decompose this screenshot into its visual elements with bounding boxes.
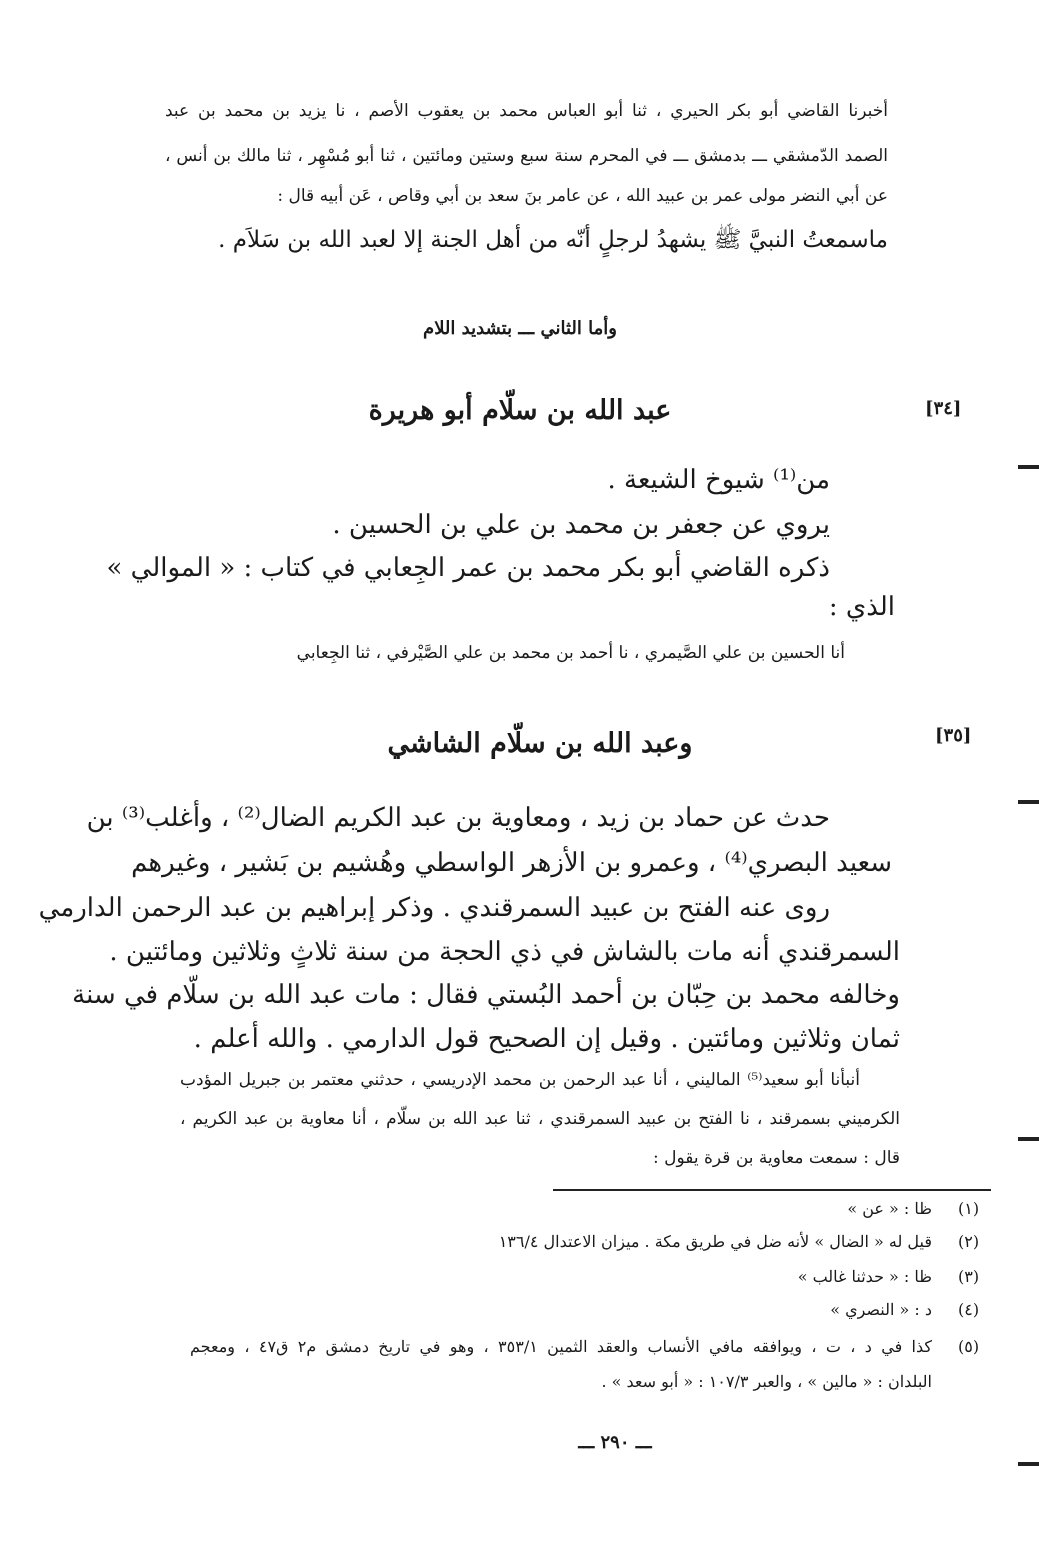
footnote-2-text: قيل له « الضال » لأنه ضل في طريق مكة . ميزان الاعتدال ١٣٦/٤ [498,1232,932,1251]
footnote-1-number: (١) [958,1199,980,1218]
entry-35-line-4: السمرقندي أنه مات بالشاش في ذي الحجة من سنة ثلاثٍ وثلاثين ومائتين . [109,937,900,967]
entry-34-line-3: ذكره القاضي أبو بكر محمد بن عمر الجِعابي في كتاب : « الموالي » [106,553,830,583]
entry-35-line-3: روى عنه الفتح بن عبيد السمرقندي . وذكر إبراهيم بن عبد الرحمن الدارمي [38,893,830,923]
scan-edge-mark [1018,800,1039,804]
footnote-1-text: ظا : « عن » [847,1199,932,1218]
scan-edge-mark [1018,465,1039,469]
intro-line-2: الصمد الدّمشقي ـــ بدمشق ـــ في المحرم سنة سبع وستين ومائتين ، ثنا أبو مُسْهِر ، ثنا مالك بن أنس ، [165,146,888,166]
entry-35-line-6: ثمان وثلاثين ومائتين . وقيل إن الصحيح قول الدارمي . والله أعلم . [193,1024,900,1054]
footnote-5-number: (٥) [958,1337,980,1356]
entry-34-line-4: الذي : [828,592,895,622]
footnote-3-text: ظا : « حدثنا غالب » [797,1267,932,1286]
footnote-3-number: (٣) [958,1267,980,1286]
footnote-5-continuation: البلدان : « مالين » ، والعبر ١٠٧/٣ : « أبو سعد » . [601,1372,932,1391]
entry-34-isnad: أنا الحسين بن علي الصَّيمري ، نا أحمد بن محمد بن علي الصَّيْرفي ، ثنا الجِعابي [296,643,845,663]
page-number: ـــ ٢٩٠ ـــ [578,1432,652,1453]
footnote-4-number: (٤) [958,1300,980,1319]
entry-34-number: [٣٤] [925,398,962,419]
entry-35-isnad-2: الكرميني بسمرقند ، نا الفتح بن عبيد السمرقندي ، ثنا عبد الله بن سلّام ، أنا معاوية بن عبد الكريم ، [180,1109,900,1129]
entry-35-line-2: سعيد البصري⁽⁴⁾ ، وعمرو بن الأزهر الواسطي وهُشيم بن بَشير ، وغيرهم [131,848,892,878]
footnote-2-number: (٢) [958,1232,980,1251]
entry-35-title: وعبد الله بن سلّام الشاشي [387,728,693,759]
footnote-4-text: د : « النصري » [830,1300,932,1319]
entry-35-number: [٣٥] [935,725,972,746]
entry-35-isnad-1: أنبأنا أبو سعيد⁽⁵⁾ الماليني ، أنا عبد الرحمن بن محمد الإدريسي ، حدثني معتمر بن جبريل المؤدب [180,1070,860,1090]
scan-edge-mark [1018,1462,1039,1466]
entry-35-line-1: حدث عن حماد بن زيد ، ومعاوية بن عبد الكريم الضال⁽²⁾ ، وأغلب⁽³⁾ بن [86,803,830,833]
entry-35-isnad-3: قال : سمعت معاوية بن قرة يقول : [653,1148,900,1168]
entry-34-line-2: يروي عن جعفر بن محمد بن علي بن الحسين . [332,510,830,540]
intro-line-3: عن أبي النضر مولى عمر بن عبيد الله ، عن عامر بنَ سعد بن أبي وقاص ، عَن أبيه قال : [277,186,888,206]
footnote-5-text: كذا في د ، ت ، ويوافقه مافي الأنساب والعقد الثمين ٣٥٣/١ ، وهو في تاريخ دمشق م٢ ق٤٧ ، ومعجم [190,1337,933,1356]
intro-hadith-line: ماسمعتُ النبيَّ ﷺ يشهدُ لرجلٍ أنّه من أهل الجنة إلا لعبد الله بن سَلاَم . [218,227,888,253]
entry-34-line-1: من⁽¹⁾ شيوخ الشيعة . [607,465,830,495]
entry-34-title: عبد الله بن سلّام أبو هريرة [368,395,672,426]
section-heading: وأما الثاني ـــ بتشديد اللام [423,318,617,339]
intro-line-1: أخبرنا القاضي أبو بكر الحيري ، ثنا أبو العباس محمد بن يعقوب الأصم ، نا يزيد بن محمد بن عبد [165,101,888,121]
entry-35-line-5: وخالفه محمد بن حِبّان بن أحمد البُستي فقال : مات عبد الله بن سلّام في سنة [72,980,900,1010]
scan-edge-mark [1018,1137,1039,1141]
footnote-rule [553,1189,991,1191]
